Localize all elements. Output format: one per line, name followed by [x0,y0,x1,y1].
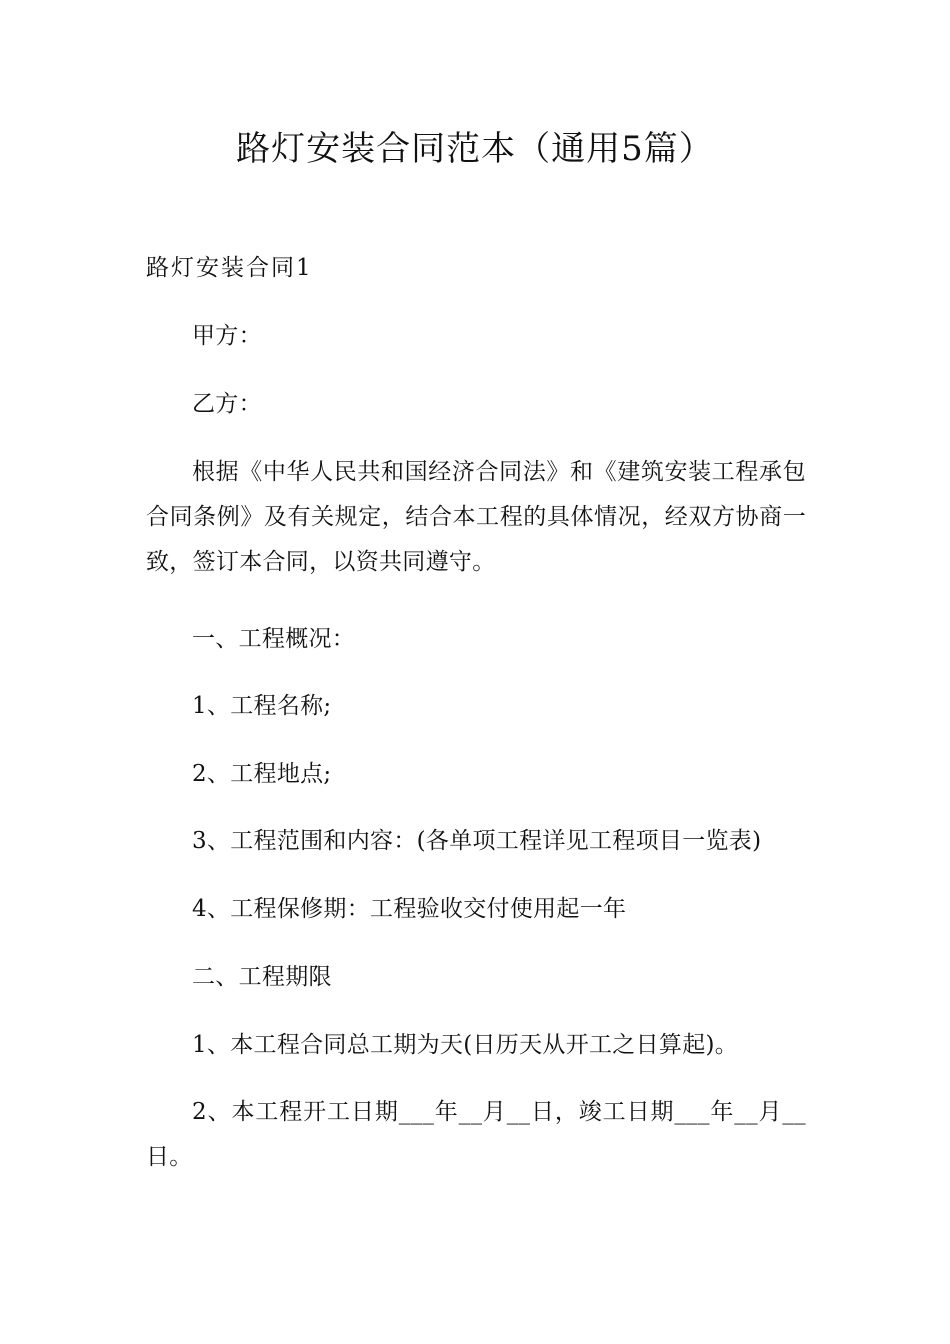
clause-heading-schedule: 二、工程期限 [192,964,332,990]
preamble-paragraph: 根据《中华人民共和国经济合同法》和《建筑安装工程承包合同条例》及有关规定，结合本工程的具体情况，经双方协商一致，签订本合同，以资共同遵守。 [146,459,806,575]
clause-project-name: 1、工程名称; [192,693,332,719]
clause-start-end-dates: 2、本工程开工日期___年__月__日，竣工日期___年__月__日。 [146,1099,806,1170]
section-heading: 路灯安装合同1 [146,255,313,281]
party-b-line: 乙方： [192,391,262,417]
clause-project-scope: 3、工程范围和内容：(各单项工程详见工程项目一览表) [192,828,762,854]
clause-total-duration: 1、本工程合同总工期为天(日历天从开工之日算起)。 [192,1032,739,1058]
clause-heading-overview: 一、工程概况： [192,626,356,652]
document-title: 路灯安装合同范本（通用5篇） [236,129,714,169]
clause-warranty-period: 4、工程保修期：工程验收交付使用起一年 [192,896,627,922]
party-a-line: 甲方： [192,323,262,349]
clause-project-location: 2、工程地点; [192,761,332,787]
